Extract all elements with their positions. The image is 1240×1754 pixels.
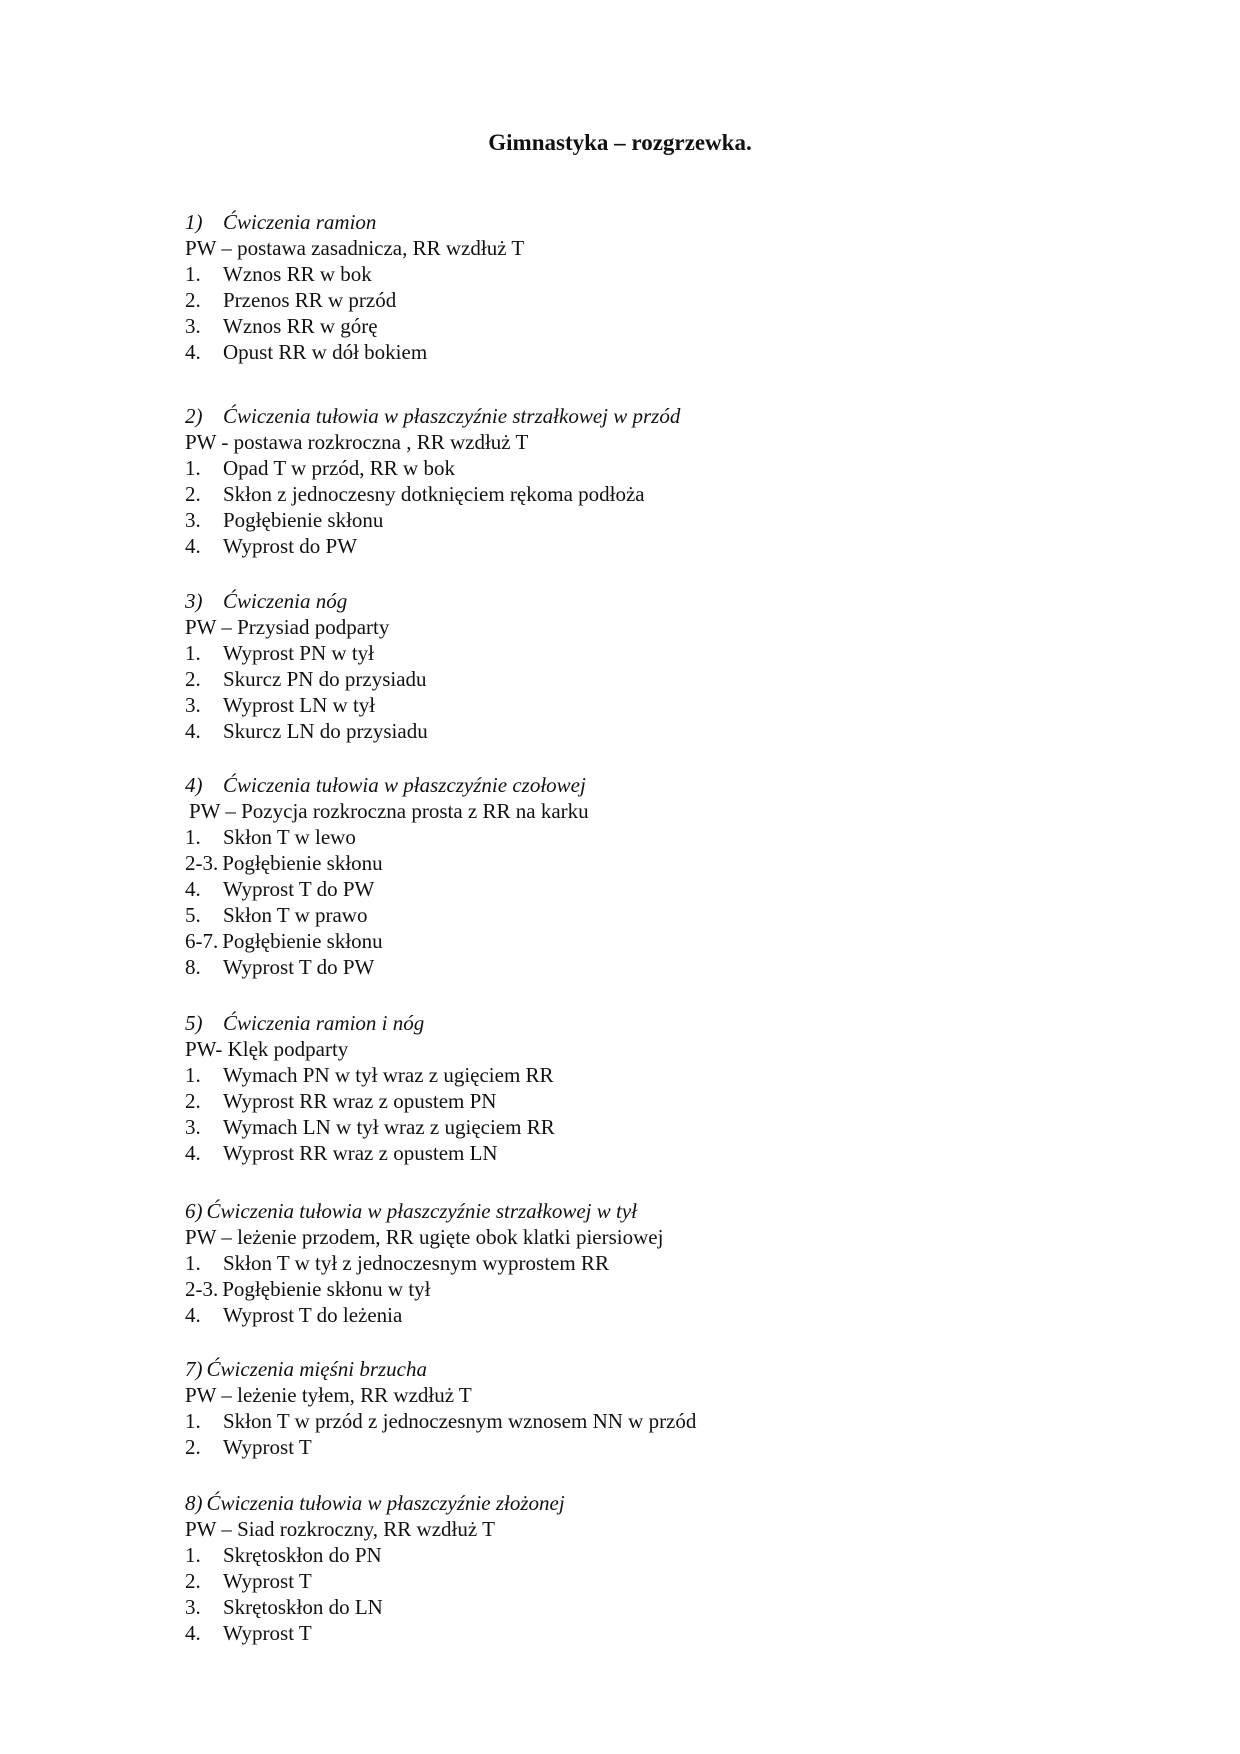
section-number: 5) [185,1011,203,1035]
section-heading [185,588,1085,614]
item-number: 3. [185,693,201,717]
list-item [185,1302,1085,1328]
list-item [185,1542,1085,1568]
item-number: 8. [185,955,201,979]
item-number: 1. [185,1063,201,1087]
item-text: Wyprost T [223,1569,312,1593]
item-number: 6-7. [185,929,219,953]
item-text: Pogłębienie skłonu [222,851,383,875]
item-text: Skłon T w lewo [223,825,356,849]
item-number: 1. [185,1543,201,1567]
section-title: Ćwiczenia mięśni brzucha [206,1357,427,1381]
list-item [185,824,1085,850]
item-text: Wyprost PN w tył [223,641,374,665]
exercise-section-5 [185,1010,1085,1166]
list-item [185,1276,1085,1302]
item-number: 2-3. [185,851,219,875]
item-number: 2. [185,482,201,506]
item-number: 4. [185,534,201,558]
list-item [185,902,1085,928]
item-number: 2. [185,1089,201,1113]
item-number: 2-3. [185,1277,219,1301]
section-title: Ćwiczenia tułowia w płaszczyźnie złożonej [206,1491,565,1515]
section-number: 6) [185,1199,203,1223]
starting-position: PW- Klęk podparty [185,1037,349,1061]
section-title: Ćwiczenia tułowia w płaszczyźnie strzałkowej w przód [223,404,681,428]
section-title: Ćwiczenia ramion [223,210,377,234]
page-title: Gimnastyka – rozgrzewka. [488,130,752,155]
item-number: 3. [185,508,201,532]
item-text: Wyprost T do PW [223,955,375,979]
item-number: 2. [185,1435,201,1459]
item-text: Skłon T w przód z jednoczesnym wznosem NN w przód [223,1409,697,1433]
starting-position: PW – Siad rozkroczny, RR wzdłuż T [185,1517,495,1541]
list-item [185,261,1085,287]
item-text: Wymach LN w tył wraz z ugięciem RR [223,1115,555,1139]
item-number: 3. [185,314,201,338]
item-number: 1. [185,825,201,849]
item-number: 3. [185,1115,201,1139]
item-text: Pogłębienie skłonu [223,508,384,532]
item-number: 1. [185,262,201,286]
item-number: 4. [185,1303,201,1327]
exercise-section-3 [185,588,1085,744]
section-heading [185,403,1085,429]
list-item [185,1620,1085,1646]
list-item [185,287,1085,313]
item-number: 4. [185,340,201,364]
list-item [185,313,1085,339]
list-item [185,1114,1085,1140]
item-text: Skłon z jednoczesny dotknięciem rękoma podłoża [223,482,645,506]
starting-position: PW – leżenie przodem, RR ugięte obok klatki piersiowej [185,1225,664,1249]
item-number: 1. [185,1409,201,1433]
section-number: 7) [185,1357,203,1381]
starting-position: PW – postawa zasadnicza, RR wzdłuż T [185,236,525,260]
item-text: Wznos RR w bok [223,262,372,286]
section-heading [185,1356,1085,1382]
item-text: Wyprost RR wraz z opustem LN [223,1141,498,1165]
section-number: 8) [185,1491,203,1515]
list-item [185,339,1085,365]
item-text: Wyprost do PW [223,534,358,558]
list-item [185,533,1085,559]
item-text: Skłon T w tył z jednoczesnym wyprostem RR [223,1251,609,1275]
item-text: Skurcz PN do przysiadu [223,667,427,691]
section-heading [185,1198,1085,1224]
item-number: 4. [185,719,201,743]
list-item [185,455,1085,481]
item-text: Pogłębienie skłonu [222,929,383,953]
section-title: Ćwiczenia ramion i nóg [223,1011,425,1035]
exercise-section-6 [185,1198,1085,1328]
starting-position: PW – Pozycja rozkroczna prosta z RR na karku [189,799,589,823]
section-number: 4) [185,773,203,797]
section-heading [185,1010,1085,1036]
list-item [185,1088,1085,1114]
section-title: Ćwiczenia tułowia w płaszczyźnie czołowej [223,773,586,797]
item-number: 1. [185,1251,201,1275]
item-text: Opust RR w dół bokiem [223,340,428,364]
exercise-section-1 [185,209,1085,365]
list-item [185,507,1085,533]
item-text: Wyprost LN w tył [223,693,376,717]
starting-position: PW - postawa rozkroczna , RR wzdłuż T [185,430,529,454]
section-heading [185,209,1085,235]
item-text: Wyprost T do PW [223,877,375,901]
section-number: 1) [185,210,203,234]
exercise-section-2 [185,403,1085,559]
section-heading [185,772,1085,798]
exercise-section-8 [185,1490,1085,1646]
starting-position: PW – leżenie tyłem, RR wzdłuż T [185,1383,472,1407]
item-text: Wyprost T [223,1435,312,1459]
item-text: Opad T w przód, RR w bok [223,456,455,480]
item-text: Wyprost T do leżenia [223,1303,403,1327]
item-text: Wyprost T [223,1621,312,1645]
list-item [185,666,1085,692]
item-text: Wymach PN w tył wraz z ugięciem RR [223,1063,554,1087]
list-item [185,640,1085,666]
item-text: Skrętoskłon do LN [223,1595,383,1619]
list-item [185,1408,1085,1434]
exercise-section-7 [185,1356,1085,1460]
item-number: 1. [185,641,201,665]
item-number: 4. [185,1141,201,1165]
list-item [185,1062,1085,1088]
item-number: 4. [185,877,201,901]
list-item [185,928,1085,954]
list-item [185,954,1085,980]
list-item [185,876,1085,902]
list-item [185,1434,1085,1460]
section-number: 3) [185,589,203,613]
list-item [185,1568,1085,1594]
exercise-section-4 [185,772,1085,980]
list-item [185,1250,1085,1276]
starting-position: PW – Przysiad podparty [185,615,390,639]
list-item [185,718,1085,744]
item-text: Wyprost RR wraz z opustem PN [223,1089,497,1113]
item-text: Pogłębienie skłonu w tył [222,1277,431,1301]
item-text: Skrętoskłon do PN [223,1543,382,1567]
item-text: Przenos RR w przód [223,288,397,312]
item-number: 2. [185,288,201,312]
item-text: Skłon T w prawo [223,903,368,927]
section-title: Ćwiczenia nóg [223,589,348,613]
item-text: Wznos RR w górę [223,314,378,338]
item-number: 5. [185,903,201,927]
list-item [185,692,1085,718]
list-item [185,481,1085,507]
item-number: 2. [185,1569,201,1593]
item-text: Skurcz LN do przysiadu [223,719,428,743]
list-item [185,1594,1085,1620]
section-title: Ćwiczenia tułowia w płaszczyźnie strzałkowej w tył [206,1199,637,1223]
item-number: 4. [185,1621,201,1645]
item-number: 3. [185,1595,201,1619]
list-item [185,1140,1085,1166]
item-number: 1. [185,456,201,480]
section-heading [185,1490,1085,1516]
section-number: 2) [185,404,203,428]
item-number: 2. [185,667,201,691]
list-item [185,850,1085,876]
